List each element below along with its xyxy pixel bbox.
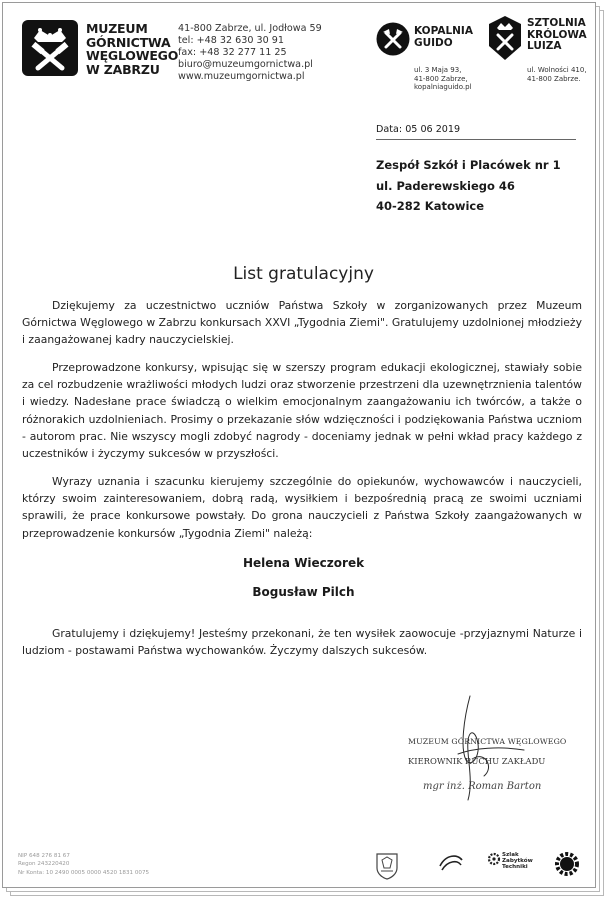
silesia-coat-of-arms-icon [375, 852, 399, 880]
sztolnia-luiza-name [527, 18, 587, 53]
slaskie-logo-icon [436, 848, 466, 878]
letter-title: List gratulacyjny [233, 264, 374, 284]
recipient-line: ul. Paderewskiego 46 [376, 178, 515, 193]
teacher-name: Helena Wieczorek [242, 556, 365, 570]
contact-website: www.muzeumgornictwa.pl [178, 71, 305, 82]
stamp-position: KIEROWNIK RUCHU ZAKŁADU [408, 756, 546, 766]
kopalnia-guido-logo-icon [376, 22, 410, 56]
partner-address-line: ul. Wolności 410, [527, 66, 587, 74]
museum-logo-icon [22, 20, 78, 76]
partner-name-line: GUIDO [414, 36, 453, 49]
erih-gear-icon [555, 852, 579, 876]
szlak-zabytkow-logo [502, 852, 538, 871]
contact-phone: tel: +48 32 630 30 91 [178, 35, 284, 46]
partner-name-line: SZTOLNIA [527, 17, 586, 29]
footer-regon: Regon 243220420 [18, 861, 70, 868]
body-paragraph: Przeprowadzone konkursy, wpisując się w szerszy program edukacji ekologicznej, stawiały sobie za cel rozbudzenie wrażliwości młodych ludzi oraz stworzenie przestrzeni dla uzewnętrznienia talentów i wiedzy. Nadesłane prace świadczą o wielkim emocjonalnym zaangażowaniu ich twórców, a także o różnorakich uzdolnieniach. Prosimy o przekazanie słów wdzięczności i podziękowania Państwa uczniom - autorom prac. Nie wszyscy mogli zdobyć nagrody - doceniamy jednak w pełni wkład pracy każdego z uczestników i życzymy sukcesów w przyszłości. [22, 361, 582, 461]
museum-name [86, 22, 178, 76]
szlak-zabytkow-gear-icon [487, 852, 501, 866]
museum-name-line: GÓRNICTWA [86, 34, 171, 50]
body-paragraph: Wyrazy uznania i szacunku kierujemy szczególnie do opiekunów, wychowawców i nauczycieli, którzy swoim zainteresowaniem, dobrą radą, wysiłkiem i bezpośrednią pracą ze swoimi uczniami sprawili, że prace konkursowe powstały. Do grona nauczycieli z Państwa Szkoły zaangażowanych w przeprowadzenie konkursów „Tygodnia Ziemi" należą: [22, 475, 582, 540]
footer-bank-account: Nr Konta: 10 2490 0005 0000 4520 1831 0075 [18, 869, 150, 876]
teacher-name: Bogusław Pilch [252, 585, 355, 599]
sztolnia-luiza-logo-icon [487, 16, 523, 60]
kopalnia-guido-name [414, 26, 473, 49]
footer-registration [18, 852, 149, 877]
body-paragraph: Gratulujemy i dziękujemy! Jesteśmy przekonani, że ten wysiłek zaowocuje -przyjaznymi Naturze i ludziom - postawami Państwa wychowanków. Życzymy dalszych sukcesów. [22, 627, 582, 658]
museum-name-line: W ZABRZU [86, 61, 160, 77]
museum-contact [178, 23, 322, 83]
contact-address: 41-800 Zabrze, ul. Jodłowa 59 [178, 23, 322, 34]
kopalnia-guido-address [414, 66, 471, 92]
date-divider [376, 139, 576, 140]
partner-address-line: 41-800 Zabrze. [527, 74, 581, 83]
contact-fax: fax: +48 32 277 11 25 [178, 47, 287, 58]
footer-nip: NIP 648 276 81 67 [18, 853, 70, 859]
partner-name-line: LUIZA [527, 40, 562, 52]
museum-name-line: MUZEUM [86, 21, 148, 36]
contact-email: biuro@muzeumgornictwa.pl [178, 59, 313, 70]
letter-date: Data: 05 06 2019 [376, 124, 461, 135]
stamp-institution: MUZEUM GÓRNICTWA WĘGLOWEGO [408, 737, 567, 746]
recipient-line: Zespół Szkół i Placówek nr 1 [376, 158, 561, 172]
body-paragraph: Dziękujemy za uczestnictwo uczniów Państwa Szkoły w zorganizowanych przez Muzeum Górnictwa Węglowego w Zabrzu konkursach XXVI „Tygodnia Ziemi". Gratulujemy uzdolnionej młodzieży i zaangażowanej kadry nauczycielskiej. [22, 299, 582, 347]
partner-name-line: KOPALNIA [414, 25, 473, 37]
partner-address-line: ul. 3 Maja 93, [414, 66, 462, 74]
partner-address-line: kopalniaguido.pl [414, 83, 472, 92]
recipient-address [376, 155, 561, 217]
recipient-line: 40-282 Katowice [376, 199, 485, 213]
szlak-zabytkow-text: Szlak Zabytków Techniki [502, 852, 533, 871]
museum-name-line: WĘGLOWEGO [86, 48, 179, 63]
partner-address-line: 41-800 Zabrze, [414, 74, 468, 83]
sztolnia-luiza-address [527, 66, 587, 83]
handwritten-signature [440, 688, 530, 808]
partner-name-line: KRÓLOWA [527, 28, 587, 41]
stamp-signatory: mgr inż. Roman Barton [423, 781, 542, 792]
